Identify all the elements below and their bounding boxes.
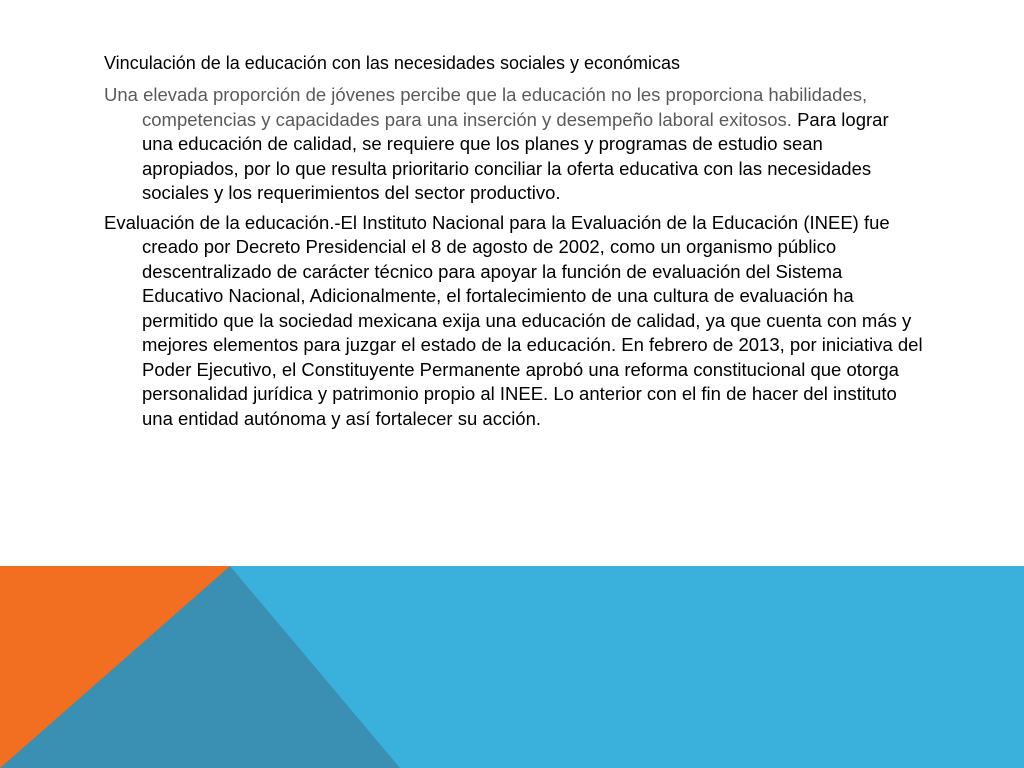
paragraph-evaluacion xyxy=(104,211,924,432)
paragraph-vinculacion-rest: Para lograr una educación de calidad, se requiere que los planes y programas de estudio sean apropiados, por lo que resulta prioritario conciliar la oferta educativa con las necesidades sociales y los requerimientos del sector productivo. xyxy=(142,108,889,203)
paragraph-vinculacion-lead: Una elevada proporción de jóvenes percibe que la educación no les proporciona habilidades, competencias y capacidades para una inserción y desempeño laboral exitosos. xyxy=(104,84,868,130)
paragraph-evaluacion-lead: Evaluación de la educación.- xyxy=(104,211,341,233)
decorative-footer-shapes xyxy=(0,566,1024,768)
paragraph-vinculacion xyxy=(104,83,924,206)
slide-content xyxy=(104,51,924,436)
slide-heading: Vinculación de la educación con las necesidades sociales y económicas xyxy=(104,53,681,73)
paragraph-evaluacion-rest: El Instituto Nacional para la Evaluación de la Educación (INEE) fue creado por Decreto Presidencial el 8 de agosto de 2002, como un organismo público descentralizado de carácter técnico para apoyar la función de evaluación del Sistema Educativo Nacional, Adicionalmente, el fortalecimiento de una cultura de evaluación ha permitido que la sociedad mexicana exija una educación de calidad, ya que cuenta con más y mejores elementos para juzgar el estado de la educación. En febrero de 2013, por iniciativa del Poder Ejecutivo, el Constituyente Permanente aprobó una reforma constitucional que otorga personalidad jurídica y patrimonio propio al INEE. Lo anterior con el fin de hacer del instituto una entidad autónoma y así fortalecer su acción. xyxy=(142,211,923,429)
